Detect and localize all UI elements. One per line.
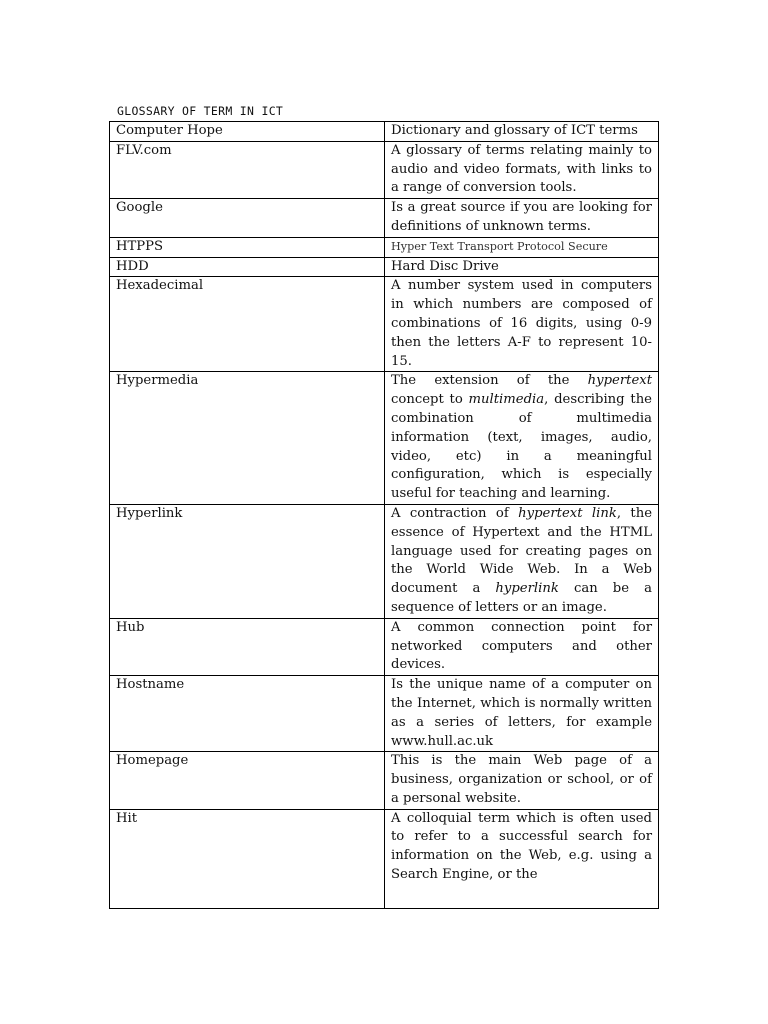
italic-term: hypertext	[587, 373, 652, 389]
term-cell: Computer Hope	[110, 122, 385, 142]
definition-text: can be a sequence of letters or an image.	[391, 581, 652, 615]
definition-cell: This is the main Web page of a business, organization or school, or of a personal website.	[385, 752, 659, 809]
table-row	[110, 237, 659, 257]
definition-cell: Hyper Text Transport Protocol Secure	[385, 237, 659, 257]
document-title: GLOSSARY OF TERM IN ICT	[117, 104, 284, 118]
table-row	[110, 277, 659, 372]
term-cell: Hub	[110, 618, 385, 675]
table-row	[110, 141, 659, 198]
term-cell: HTPPS	[110, 237, 385, 257]
term-cell: Hostname	[110, 676, 385, 752]
definition-cell: A common connection point for networked computers and other devices.	[385, 618, 659, 675]
definition-cell: A number system used in computers in which numbers are composed of combinations of 16 digits, using 0-9 then the letters A-F to represent 10-15.	[385, 277, 659, 372]
definition-cell	[385, 372, 659, 505]
definition-text: concept to	[391, 392, 469, 408]
definition-cell: Dictionary and glossary of ICT terms	[385, 122, 659, 142]
definition-cell: A colloquial term which is often used to refer to a successful search for information on the Web, e.g. using a Search Engine, or the	[385, 809, 659, 908]
table-row	[110, 199, 659, 238]
italic-term: hypertext link	[518, 505, 617, 521]
definition-cell	[385, 504, 659, 618]
definition-text: A contraction of	[391, 505, 519, 521]
definition-cell: Is the unique name of a computer on the Internet, which is normally written as a series of letters, for example www.hull.ac.uk	[385, 676, 659, 752]
term-cell: Google	[110, 199, 385, 238]
term-cell: FLV.com	[110, 141, 385, 198]
definition-cell: A glossary of terms relating mainly to audio and video formats, with links to a range of conversion tools.	[385, 141, 659, 198]
term-cell: Hexadecimal	[110, 277, 385, 372]
definition-cell: Hard Disc Drive	[385, 257, 659, 277]
table-row	[110, 122, 659, 142]
table-row	[110, 372, 659, 505]
term-cell: HDD	[110, 257, 385, 277]
italic-term: multimedia	[468, 392, 545, 408]
italic-term: hyperlink	[495, 581, 559, 597]
table-row	[110, 257, 659, 277]
definition-text: The extension of the	[391, 373, 588, 389]
table-row	[110, 752, 659, 809]
definition-cell: Is a great source if you are looking for definitions of unknown terms.	[385, 199, 659, 238]
term-cell: Hypermedia	[110, 372, 385, 505]
term-cell: Hit	[110, 809, 385, 908]
table-row	[110, 618, 659, 675]
definition-text: , describing the combination of multimedia information (text, images, audio, video, etc) in a meaningful configuration, which is especially useful for teaching and learning.	[391, 392, 652, 502]
glossary-table	[109, 121, 659, 909]
definition-text: , the essence of Hypertext and the HTML language used for creating pages on the World Wide Web. In a Web document a	[391, 505, 652, 597]
term-cell: Homepage	[110, 752, 385, 809]
table-row	[110, 504, 659, 618]
term-cell: Hyperlink	[110, 504, 385, 618]
table-row	[110, 676, 659, 752]
table-row	[110, 809, 659, 908]
